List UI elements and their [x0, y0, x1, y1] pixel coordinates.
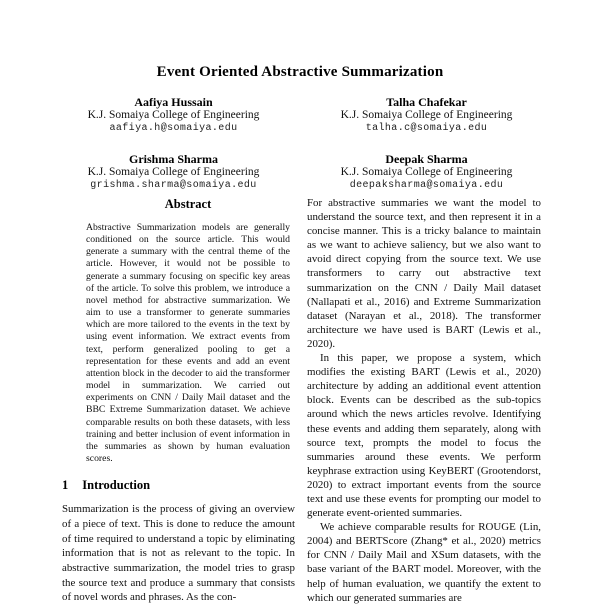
author-email: deepaksharma@somaiya.edu — [349, 180, 504, 191]
body-paragraph: We achieve comparable results for ROUGE (Lin, 2004) and BERTScore (Zhang* et al., 2020) metrics for CNN / Daily Mail and XSum datasets, with the base variant of the BART model. Moreover, with the help of human evaluation, we quantify the extent to which our generated summaries are — [307, 521, 541, 604]
author-affiliation: K.J. Somaiya College of Engineering — [340, 109, 513, 121]
right-column — [307, 196, 541, 605]
author-block-grid — [52, 95, 548, 193]
section-title: Introduction — [82, 478, 151, 493]
paper-title: Event Oriented Abstractive Summarization — [156, 64, 444, 80]
left-column — [62, 197, 295, 605]
author-block — [305, 95, 548, 136]
author-block — [305, 152, 548, 193]
body-paragraph: For abstractive summaries we want the model to understand the source text, and then represent it in a concise manner. This is a tricky balance to maintain as we want to achieve saliency, but we also want to avoid direct copying from the source text. We use transformers to carry out abstractive text summarization on the CNN / Daily Mail dataset (Nallapati et al., 2016) and Extreme Summarization dataset (Narayan et al., 2018). The transformer architecture we have used is BART (Lewis et al., 2020). — [307, 197, 541, 350]
author-block — [52, 95, 295, 136]
author-name: Aafiya Hussain — [134, 95, 213, 109]
author-name: Deepak Sharma — [385, 152, 468, 166]
author-name: Talha Chafekar — [386, 95, 467, 109]
abstract-heading: Abstract — [164, 197, 212, 211]
author-block — [52, 152, 295, 193]
author-affiliation: K.J. Somaiya College of Engineering — [87, 166, 260, 178]
author-email: aafiya.h@somaiya.edu — [109, 123, 238, 134]
section-number: 1 — [62, 478, 69, 493]
abstract-section — [62, 197, 295, 465]
author-name: Grishma Sharma — [128, 152, 218, 166]
author-affiliation: K.J. Somaiya College of Engineering — [340, 166, 513, 178]
body-paragraph: In this paper, we propose a system, which modifies the existing BART (Lewis et al., 2020) architecture by adding an additional event attention block. Events can be described as the sub-topics around which the news articles revolve. Identifying these events and adding them separately, along with source text, prompts the model to focus the summaries around these events. We perform keyphrase extraction using KeyBERT (Grootendorst, 2020) to extract important events from the source text and use these events for prompting our model to generate event-oriented summaries. — [307, 352, 541, 520]
author-email: talha.c@somaiya.edu — [365, 123, 488, 134]
abstract-text: Abstractive Summarization models are generally conditioned on the source article. This would generate a summary with the central theme of the article. However, it would not be possible to generate a summary focusing on specific key areas of the article. To solve this problem, we introduce a novel method for abstractive summarization. We aim to use a transformer to generate summaries which are more tailored to the events in the text by using event information. We extract events from text, perform generalized pooling to get a representation for these events and add an event attention block in the decoder to aid the transformer model in summarization. We carried out experiments on CNN / Daily Mail dataset and the BBC Extreme Summarization dataset. We achieve comparable results on both these datasets, with less training and better inclusion of event information in the summaries as shown by human evaluation scores. — [86, 222, 290, 464]
section-heading-introduction — [62, 478, 295, 493]
introduction-paragraph: Summarization is the process of giving an overview of a piece of text. This is done to reduce the amount of time required to understand a topic by eliminating information that is not as relevant to the topic. In abstractive summarization, the model tries to grasp the source text and produce a summary that consists of novel words and phrases. As the con- — [62, 503, 295, 604]
author-email: grishma.sharma@somaiya.edu — [90, 180, 257, 191]
author-affiliation: K.J. Somaiya College of Engineering — [87, 109, 260, 121]
